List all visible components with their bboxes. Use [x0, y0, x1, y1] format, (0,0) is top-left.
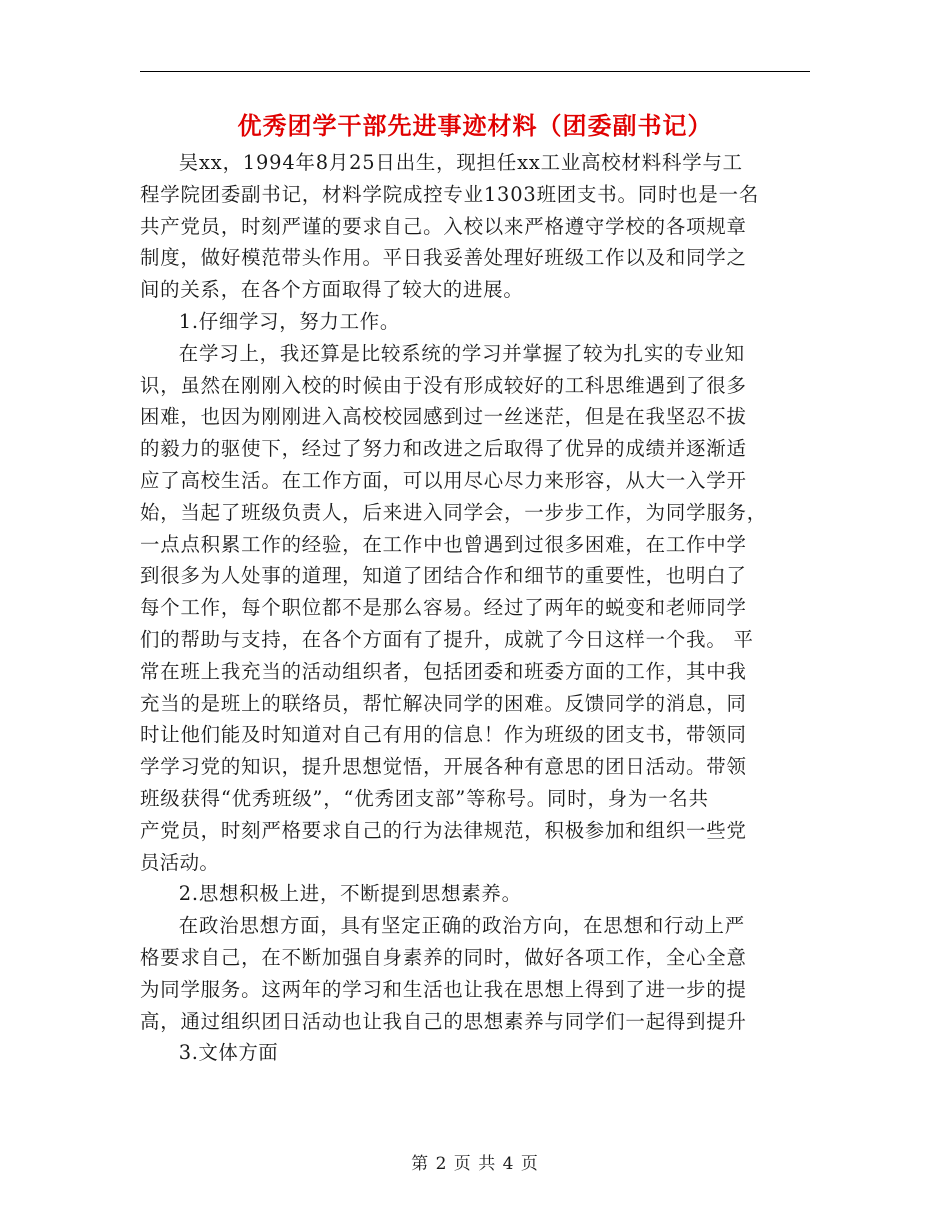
paragraph-line: 3.文体方面 [178, 1041, 279, 1065]
paragraph-line: 共产党员，时刻严谨的要求自己。入校以来严格遵守学校的各项规章 [140, 214, 747, 238]
paragraph-line: 到很多为人处事的道理，知道了团结合作和细节的重要性，也明白了 [140, 564, 747, 588]
paragraph-line: 常在班上我充当的活动组织者，包括团委和班委方面的工作，其中我 [140, 659, 747, 683]
paragraph-line: 们的帮助与支持，在各个方面有了提升，成就了今日这样一个我。 平 [140, 627, 754, 651]
paragraph-line: 格要求自己，在不断加强自身素养的同时，做好各项工作，全心全意 [140, 945, 747, 969]
paragraph-line: 班级获得“优秀班级”，“优秀团支部”等称号。同时，身为一名共 [140, 786, 709, 810]
paragraph-line: 产党员，时刻严格要求自己的行为法律规范，积极参加和组织一些党 [140, 818, 747, 842]
paragraph-line: 充当的是班上的联络员，帮忙解决同学的困难。反馈同学的消息，同 [140, 691, 747, 715]
paragraph-line: 1.仔细学习，努力工作。 [178, 309, 401, 333]
body-paragraph [140, 910, 814, 1037]
body-paragraph [140, 878, 814, 910]
paragraph-line: 在学习上，我还算是比较系统的学习并掌握了较为扎实的专业知 [178, 341, 745, 365]
paragraph-line: 的毅力的驱使下，经过了努力和改进之后取得了优异的成绩并逐渐适 [140, 437, 747, 461]
header-rule [140, 71, 810, 72]
paragraph-line: 一点点积累工作的经验，在工作中也曾遇到过很多困难，在工作中学 [140, 532, 747, 556]
paragraph-line: 时让他们能及时知道对自己有用的信息！作为班级的团支书，带领同 [140, 723, 747, 747]
paragraph-line: 吴xx，1994年8月25日出生，现担任xx工业高校材料科学与工 [178, 151, 743, 174]
paragraph-line: 应了高校生活。在工作方面，可以用尽心尽力来形容，从大一入学开 [140, 468, 747, 492]
body-paragraph [140, 306, 814, 338]
paragraph-line: 员活动。 [140, 850, 220, 874]
paragraph-line: 始，当起了班级负责人，后来进入同学会，一步步工作，为同学服务， [140, 500, 768, 524]
document-body [140, 147, 814, 1069]
paragraph-line: 2.思想积极上进，不断提到思想素养。 [178, 882, 522, 906]
body-paragraph [140, 1037, 814, 1069]
page-number-footer: 第 2 页 共 4 页 [411, 1154, 539, 1174]
paragraph-line: 每个工作，每个职位都不是那么容易。经过了两年的蜕变和老师同学 [140, 596, 747, 620]
body-paragraph [140, 147, 814, 306]
paragraph-line: 在政治思想方面，具有坚定正确的政治方向，在思想和行动上严 [178, 914, 745, 938]
document-title: 优秀团学干部先进事迹材料（团委副书记） [237, 112, 713, 140]
paragraph-line: 困难，也因为刚刚进入高校校园感到过一丝迷茫，但是在我坚忍不拔 [140, 405, 747, 429]
paragraph-line: 间的关系，在各个方面取得了较大的进展。 [140, 278, 524, 302]
body-paragraph [140, 338, 814, 879]
paragraph-line: 为同学服务。这两年的学习和生活也让我在思想上得到了进一步的提 [140, 977, 747, 1001]
paragraph-line: 高，通过组织团日活动也让我自己的思想素养与同学们一起得到提升 [140, 1009, 747, 1033]
paragraph-line: 制度，做好模范带头作用。平日我妥善处理好班级工作以及和同学之 [140, 246, 747, 270]
paragraph-line: 识，虽然在刚刚入校的时候由于没有形成较好的工科思维遇到了很多 [140, 373, 747, 397]
paragraph-line: 程学院团委副书记，材料学院成控专业1303班团支书。同时也是一名 [140, 182, 760, 206]
paragraph-line: 学学习党的知识，提升思想觉悟，开展各种有意思的团日活动。带领 [140, 755, 747, 779]
